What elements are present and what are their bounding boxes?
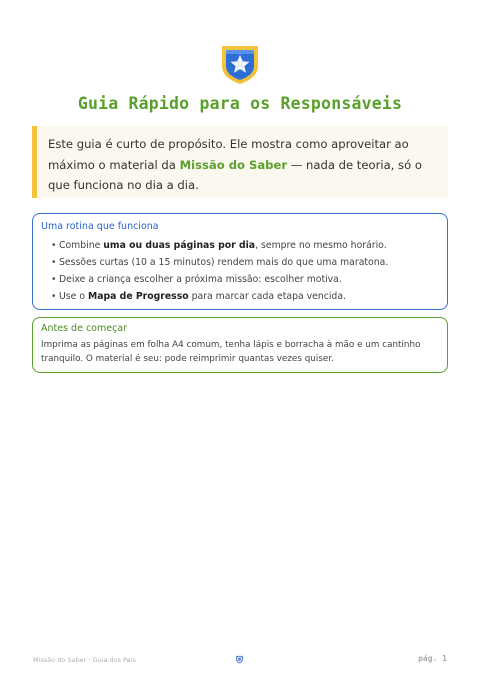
list-item: • Combine uma ou duas páginas por dia, sempre no mesmo horário.	[59, 237, 439, 254]
routine-list	[41, 237, 439, 305]
intro-highlight: Missão do Saber	[179, 157, 288, 172]
page-title: Guia Rápido para os Responsáveis	[77, 94, 403, 113]
routine-box	[32, 213, 448, 310]
shield-icon	[235, 655, 244, 664]
star-shield-icon	[220, 44, 260, 86]
footer-title: Missão do Saber · Guia dos Pais	[33, 656, 136, 664]
list-item: • Use o Mapa de Progresso para marcar cada etapa vencida.	[59, 288, 439, 305]
routine-title: Uma rotina que funciona	[41, 221, 159, 232]
before-text: Imprima as páginas em folha A4 comum, tenha lápis e borracha à mão e um cantinho tranquilo. O material é seu: pode reimprimir quantas vezes quiser.	[41, 340, 421, 364]
page-number: pág. 1	[418, 654, 447, 663]
before-box	[32, 317, 448, 373]
intro-text-end: — nada de teoria, só o que funciona no dia a dia.	[48, 157, 422, 192]
list-item: • Sessões curtas (10 a 15 minutos) rendem mais do que uma maratona.	[59, 254, 439, 271]
list-item: • Deixe a criança escolher a próxima missão: escolher motiva.	[59, 271, 439, 288]
intro-text-start: Este guia é curto de propósito. Ele mostra como aproveitar ao máximo o material da	[48, 137, 409, 172]
intro-callout	[32, 126, 448, 198]
before-title: Antes de começar	[41, 323, 128, 334]
